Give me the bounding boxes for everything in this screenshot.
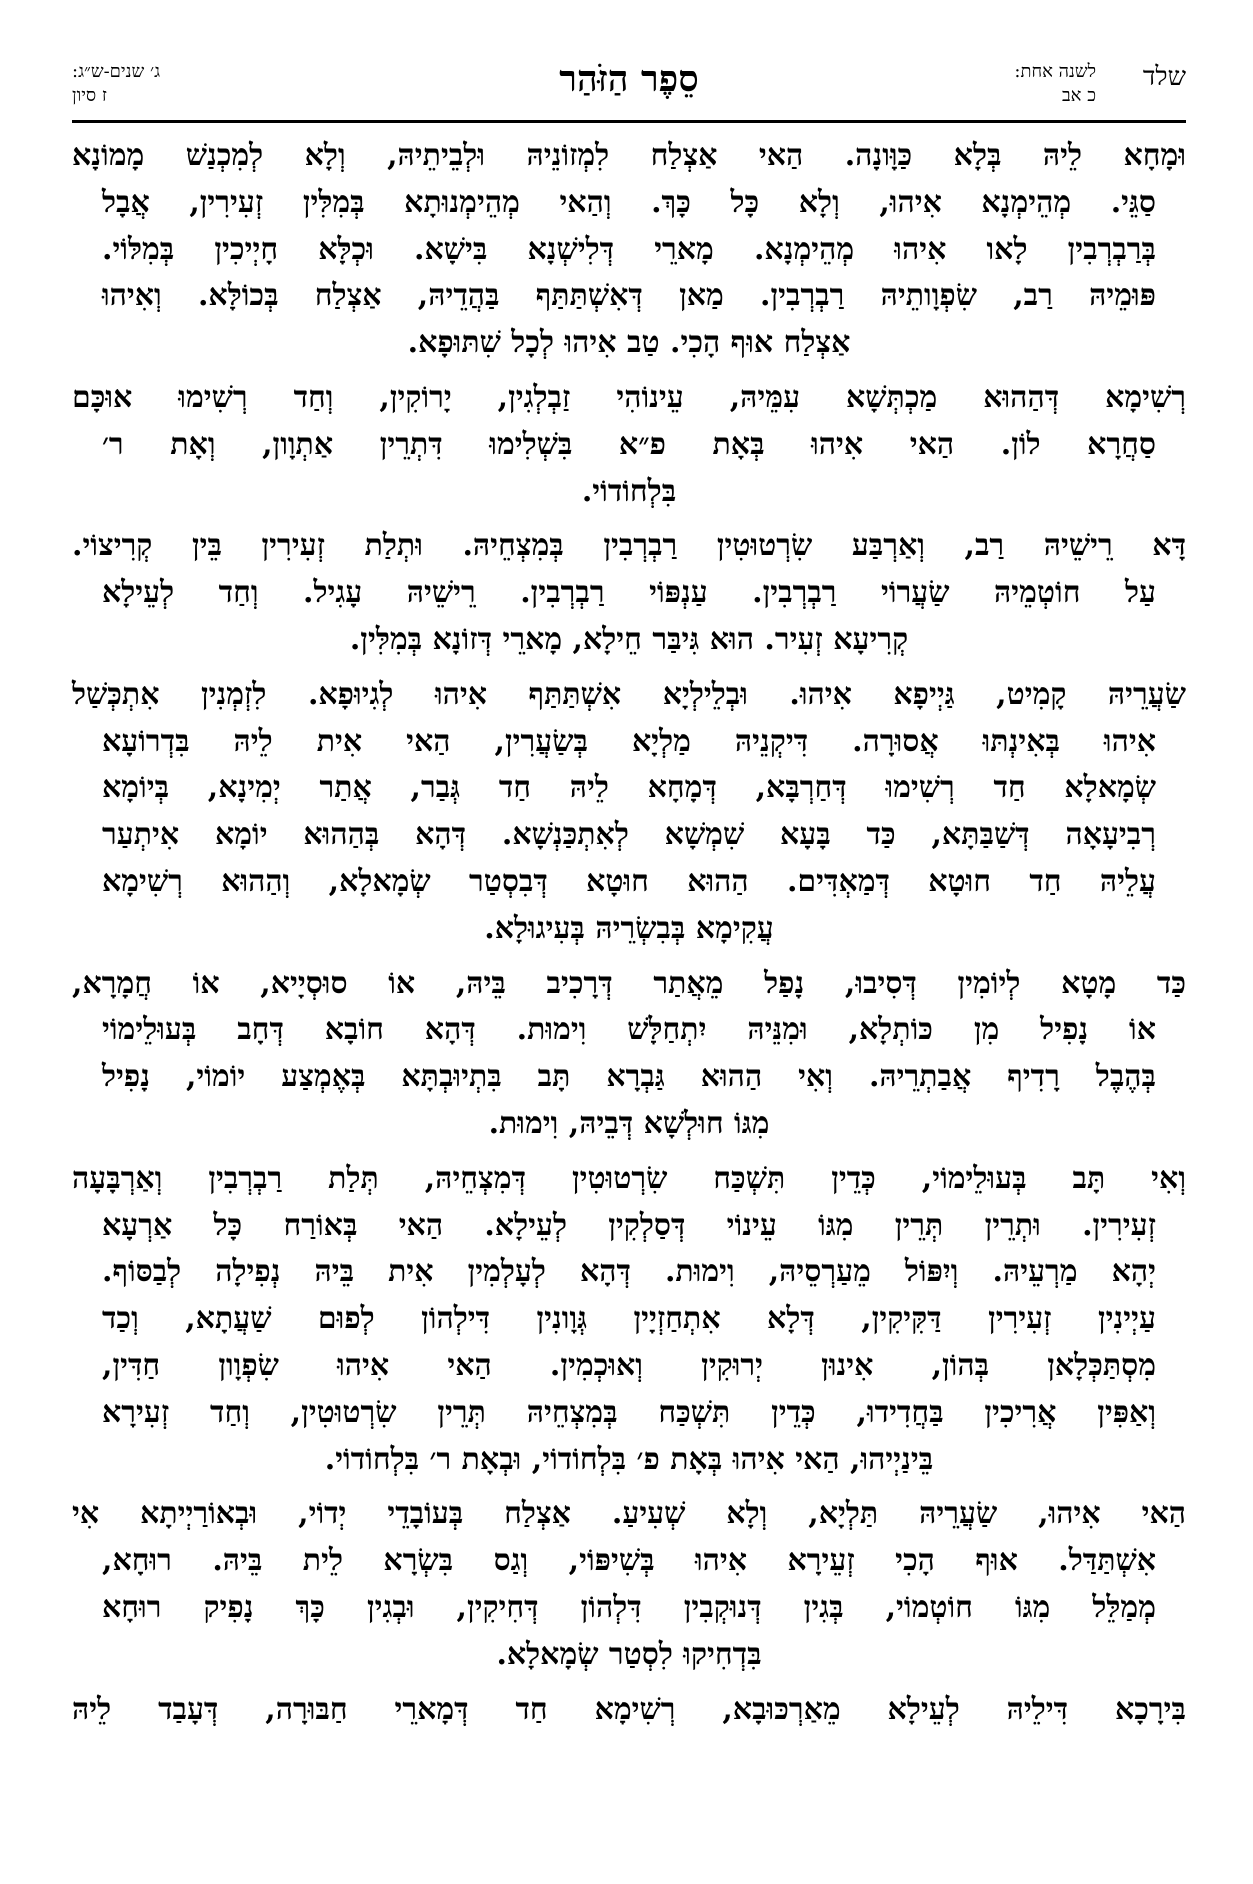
- schedule-three-years: [72, 60, 160, 108]
- text-line: סַחֲרָא לוֹן. הַאי אִיהוּ בְּאָת פ״א בִּשְׁלִימוּ דִּתְרֵין אַתְוָון, וְאָת ר׳: [102, 426, 1156, 462]
- text-paragraph: [72, 672, 1186, 953]
- schedule-one-year-label: לשנה אחת:: [1014, 61, 1096, 82]
- text-line: בְּהֶבֶל רָדִיף אֲבַתְרֵיהּ. וְאִי הַהוּא גַּבְרָא תָּב בִּתְיוּבְתָּא בְּאֶמְצַע יוֹמוֹי, נָפִיל: [102, 1059, 1156, 1095]
- text-line: בִּדְחִיקוּ לִסְטַר שְׂמָאלָא.: [496, 1636, 762, 1672]
- text-paragraph: [72, 1491, 1186, 1678]
- text-line: וּמָחָא לֵיהּ בְּלָא כַּוָּונָה. הַאי אַצְלַח לִמְזוֹנֵיהּ וּלְבֵיתֵיהּ, וְלָא לְמִכְנַשׁ מָמוֹנָא: [72, 138, 1186, 173]
- zohar-page: [72, 58, 1186, 1858]
- book-title: סֵפֶר הַזֹּהַר: [559, 58, 699, 100]
- text-paragraph: [72, 961, 1186, 1148]
- page-header: [72, 58, 1186, 116]
- text-line: מִגּוֹ חוּלְשָׁא דְּבֵיהּ, וִימוּת.: [488, 1105, 770, 1141]
- text-line: כַּד מָטָא לְיוֹמִין דְּסִיבוּ, נָפַל מֵאֲתַר דְּרָכִיב בֵּיהּ, אוֹ סוּסְיָיא, אוֹ חֲמָרָא,: [72, 965, 1186, 1001]
- schedule-three-years-label: ג׳ שנים-ש״ג:: [72, 61, 161, 82]
- text-line: מִסְתַּכְּלָאן בְּהוֹן, אִינוּן יְרוּקִין וְאוּכְמִין. הַאי אִיהוּ שִׂפְוָון חַדִּין,: [102, 1347, 1156, 1383]
- text-line: אוֹ נָפִיל מִן כּוֹתְלָא, וּמִנֵּיהּ יִתְחַלָּשׁ וִימוּת. דְּהָא חוֹבָא דְּחָב בְּעוּלֵימוֹי: [102, 1012, 1156, 1048]
- text-line: בֵּינַיְיהוּ, הַאי אִיהוּ בְּאָת פ׳ בִּלְחוֹדוֹי, וּבְאָת ר׳ בִּלְחוֹדוֹי.: [324, 1441, 934, 1477]
- text-line: זְעִירִין. וּתְרֵין תְּרֵין מִגּוֹ עֵינוֹי דְּסַלְקִין לְעֵילָא. הַאי בְּאוֹרַח כָּל אַרְעָא: [102, 1207, 1156, 1243]
- text-line: בִּלְחוֹדוֹי.: [581, 473, 677, 509]
- text-line: וְאִי תָּב בְּעוּלֵימוֹי, כְּדֵין תִּשְׁכַּח שִׂרְטוּטִין דְּמִצְחֵיהּ, תְּלַת רַבְרְבִין וְאַרְבָּעָה: [72, 1160, 1186, 1196]
- text-line: רְשִׁימָא דְּהַהוּא מַכְתְּשָׁא עִמֵּיהּ, עֵינוֹהִי זַבְלְגִין, יָרוֹקִין, וְחַד רְשִׁימוּ אוּכָּם: [72, 379, 1186, 415]
- schedule-three-years-date: ז סיון: [72, 85, 107, 106]
- text-paragraph: [72, 133, 1186, 367]
- text-line: מְמַלֵּל מִגּוֹ חוֹטְמוֹי, בְּגִין דְּנוּקְבִין דִּלְהוֹן דְּחִיקִין, וּבְגִין כָּךְ נָפִיק רוּחָא: [102, 1589, 1156, 1625]
- page-number: שלד: [1142, 62, 1186, 92]
- text-line: עַל חוֹטְמֵיהּ שַׂעֲרוֹי רַבְרְבִין. עַנְפּוֹי רַבְרְבִין. רֵישֵׁיהּ עָגִיל. וְחַד לְעֵילָא: [102, 575, 1156, 611]
- text-line: עֲלֵיהּ חַד חוּטָא דְּמַאְדִּים. הַהוּא חוּטָא דְּבִסְטַר שְׂמָאלָא, וְהַהוּא רְשִׁימָא: [102, 863, 1156, 899]
- text-line: דָּא רֵישֵׁיהּ רַב, וְאַרְבַּע שִׂרְטוּטִין רַבְרְבִין בְּמִצְחֵיהּ. וּתְלַת זְעִירִין בֵּין קְרִיצוֹי.: [72, 528, 1186, 564]
- header-rule: [72, 120, 1186, 123]
- text-paragraph: [72, 523, 1186, 663]
- text-line: פּוּמֵיהּ רַב, שִׂפְוָותֵיהּ רַבְרְבִין. מַאן דְּאִשְׁתַּתַּף בַּהֲדֵיהּ, אַצְלַח בְּכוֹלָּא. וְאִיהוּ: [102, 278, 1156, 314]
- text-line: עֲקִימָא בְּבִשְׂרֵיהּ בְּעִיגוּלָא.: [484, 910, 774, 946]
- text-line: בִּירָכָא דִּילֵיהּ לְעֵילָא מֵאַרְכּוּבָא, רְשִׁימָא חַד דְּמָארֵי חַבּוּרָה, דְּעָבַד לֵיהּ: [72, 1691, 1186, 1727]
- text-line: יְהָא מַרְעֵיהּ. וְיִפּוֹל מֵעַרְסֵיהּ, וִימוּת. דְּהָא לְעָלְמִין אִית בֵּיהּ נְפִילָה לְבַסּוֹף.: [102, 1254, 1156, 1290]
- text-line: הַאי אִיהוּ, שַׂעֲרֵיהּ תַּלְיָא, וְלָא שְׁעִיעַ. אַצְלַח בְּעוֹבָדֵי יְדוֹי, וּבְאוֹרַיְיתָא אִי: [72, 1496, 1186, 1532]
- text-paragraph: [72, 1687, 1186, 1734]
- text-paragraph: [72, 375, 1186, 515]
- text-line: עַיְינִין זְעִירִין דַּקִּיקִין, דְּלָא אִתְחַזְיָין גְּוָונִין דִּילְהוֹן לְפוּם שַׁעֲתָא, וְכַד: [102, 1301, 1156, 1337]
- text-line: קְרִיעָא זְעִיר. הוּא גִּיבַּר חֵילָא, מָארֵי דְּזוֹנָא בְּמִלִּין.: [349, 621, 909, 657]
- text-line: וְאַפִּין אֲרִיכִין בַּחֲדִידוּ, כְּדֵין תִּשְׁכַּח בְּמִצְחֵיהּ תְּרֵין שִׂרְטוּטִין, וְחַד זְעִירָא: [102, 1394, 1156, 1430]
- text-body: [72, 133, 1186, 1733]
- text-line: שַׂעֲרֵיהּ קָמִיט, גַּיְיפָא אִיהוּ. וּבְלֵילְיָא אִשְׁתַּתַּף אִיהוּ לְגִיוּפָא. לִזְמְנִין אִתְכְּשַׁל: [72, 676, 1186, 712]
- text-line: רְבִיעָאָה דְּשַׁבַּתָּא, כַּד בָּעָא שִׁמְשָׁא לְאִתְכַּנְשָׁא. דְּהָא בְּהַהוּא יוֹמָא אִיתְעַר: [102, 817, 1156, 853]
- text-line: אִשְׁתַּדַּל. אוּף הָכִי זְעֵירָא אִיהוּ בְּשִׁיפּוֹי, וְגַס בִּשְׂרָא לֵית בֵּיהּ. רוּחָא,: [102, 1543, 1157, 1579]
- text-paragraph: [72, 1156, 1186, 1484]
- text-line: סַגֵּי. מְהֵימְנָא אִיהוּ, וְלָא כָּל כָּךְ. וְהַאי מְהֵימְנוּתָא בְּמִלִּין זְעִירִין, אֲבָל: [102, 184, 1156, 220]
- schedule-one-year-date: כ אב: [1062, 85, 1096, 106]
- text-line: שְׂמָאלָא חַד רְשִׁימוּ דְּחַרְבָּא, דְּמָחָא לֵיהּ חַד גְּבַר, אֲתַר יְמִינָא, בְּיוֹמָא: [102, 770, 1156, 806]
- text-line: אִיהוּ בְּאִינְתּוּ אֲסוּרָה. דִּיקְנֵיהּ מַלְיָא בְּשַׂעֲרִין, הַאי אִית לֵיהּ בִּדְרוֹעָא: [102, 723, 1156, 759]
- text-line: אַצְלַח אוּף הָכִי. טַב אִיהוּ לְכָל שִׁתּוּפָא.: [407, 325, 851, 361]
- text-line: בְּרַבְרְבִין לָאו אִיהוּ מְהֵימְנָא. מָארֵי דְּלִישְׁנָא בִּישָׁא. וּכְלָּא חָיְיכִין בְּמִלּוֹי.: [102, 231, 1156, 267]
